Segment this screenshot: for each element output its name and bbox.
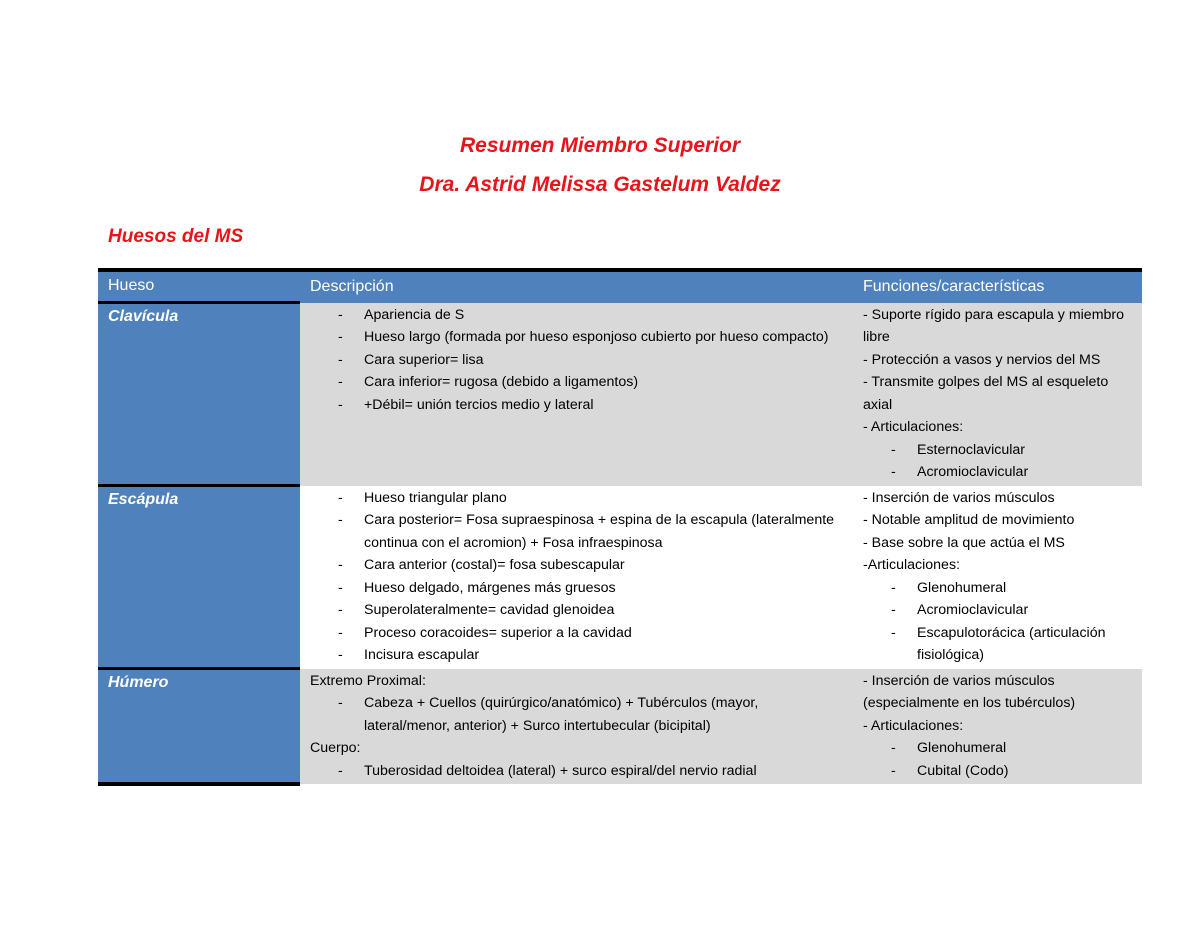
functions-cell [853, 303, 1142, 486]
description-cell [300, 486, 853, 669]
list-item: - Hueso largo (formada por hueso esponjoso cubierto por hueso compacto) [310, 326, 843, 349]
function-line: - Transmite golpes del MS al esqueleto axial [863, 374, 1109, 413]
functions-cell [853, 486, 1142, 669]
document-title: Resumen Miembro Superior [459, 134, 741, 157]
joint-item: - Glenohumeral [863, 577, 1132, 600]
subheading-body: Cuerpo: [310, 740, 361, 756]
list-item: - +Débil= unión tercios medio y lateral [310, 394, 843, 417]
list-item: - Hueso triangular plano [310, 487, 843, 510]
joint-item: - Glenohumeral [863, 737, 1132, 760]
bone-name: Escápula [98, 486, 300, 669]
function-line: - Inserción de varios músculos [863, 489, 1055, 506]
table-row-escapula [98, 486, 1142, 669]
header-funciones: Funciones/características [853, 270, 1142, 303]
subheading-proximal: Extremo Proximal: [310, 672, 426, 689]
joint-item: - Acromioclavicular [863, 599, 1132, 622]
document-author: Dra. Astrid Melissa Gastelum Valdez [419, 173, 781, 196]
description-cell [300, 303, 853, 486]
list-item: - Cara superior= lisa [310, 349, 843, 372]
function-line: - Inserción de varios músculos (especialmente en los tubérculos) [863, 672, 1076, 711]
function-line: - Suporte rígido para escapula y miembro libre [863, 306, 1125, 345]
table-row-clavicula [98, 303, 1142, 486]
list-item: - Hueso delgado, márgenes más gruesos [310, 577, 843, 600]
description-cell [300, 669, 853, 785]
function-line: - Articulaciones: [863, 419, 964, 435]
table-header-row [98, 270, 1142, 303]
joint-item: - Escapulotorácica (articulación fisiológica) [863, 622, 1132, 667]
bone-name: Clavícula [98, 303, 300, 486]
function-line: -Articulaciones: [863, 557, 960, 573]
list-item: - Proceso coracoides= superior a la cavidad [310, 622, 843, 645]
list-item: - Tuberosidad deltoidea (lateral) + surco espiral/del nervio radial [310, 760, 843, 783]
list-item: - Incisura escapular [310, 644, 843, 667]
list-item: - Apariencia de S [310, 304, 843, 327]
list-item: - Cara posterior= Fosa supraespinosa + espina de la escapula (lateralmente continua con el acromion) + Fosa infraespinosa [310, 509, 843, 554]
list-item: - Cara anterior (costal)= fosa subescapular [310, 554, 843, 577]
functions-cell [853, 669, 1142, 785]
function-line: - Articulaciones: [863, 717, 964, 734]
bones-table [98, 268, 1142, 786]
section-heading: Huesos del MS [108, 226, 244, 247]
header-descripcion: Descripción [300, 270, 853, 303]
list-item: - Cara inferior= rugosa (debido a ligamentos) [310, 371, 843, 394]
list-item: - Cabeza + Cuellos (quirúrgico/anatómico) + Tubérculos (mayor, lateral/menor, anterior) + Surco intertubecular (bicipital) [310, 692, 843, 737]
function-line: - Notable amplitud de movimiento [863, 512, 1075, 528]
joint-item: - Cubital (Codo) [863, 760, 1132, 783]
function-line: - Base sobre la que actúa el MS [863, 534, 1065, 551]
header-hueso: Hueso [98, 270, 300, 303]
table-row-humero [98, 669, 1142, 785]
bone-name: Húmero [98, 669, 300, 785]
function-line: - Protección a vasos y nervios del MS [863, 351, 1101, 368]
joint-item: - Esternoclavicular [863, 439, 1132, 462]
list-item: - Superolateralmente= cavidad glenoidea [310, 599, 843, 622]
joint-item: - Acromioclavicular [863, 461, 1132, 484]
